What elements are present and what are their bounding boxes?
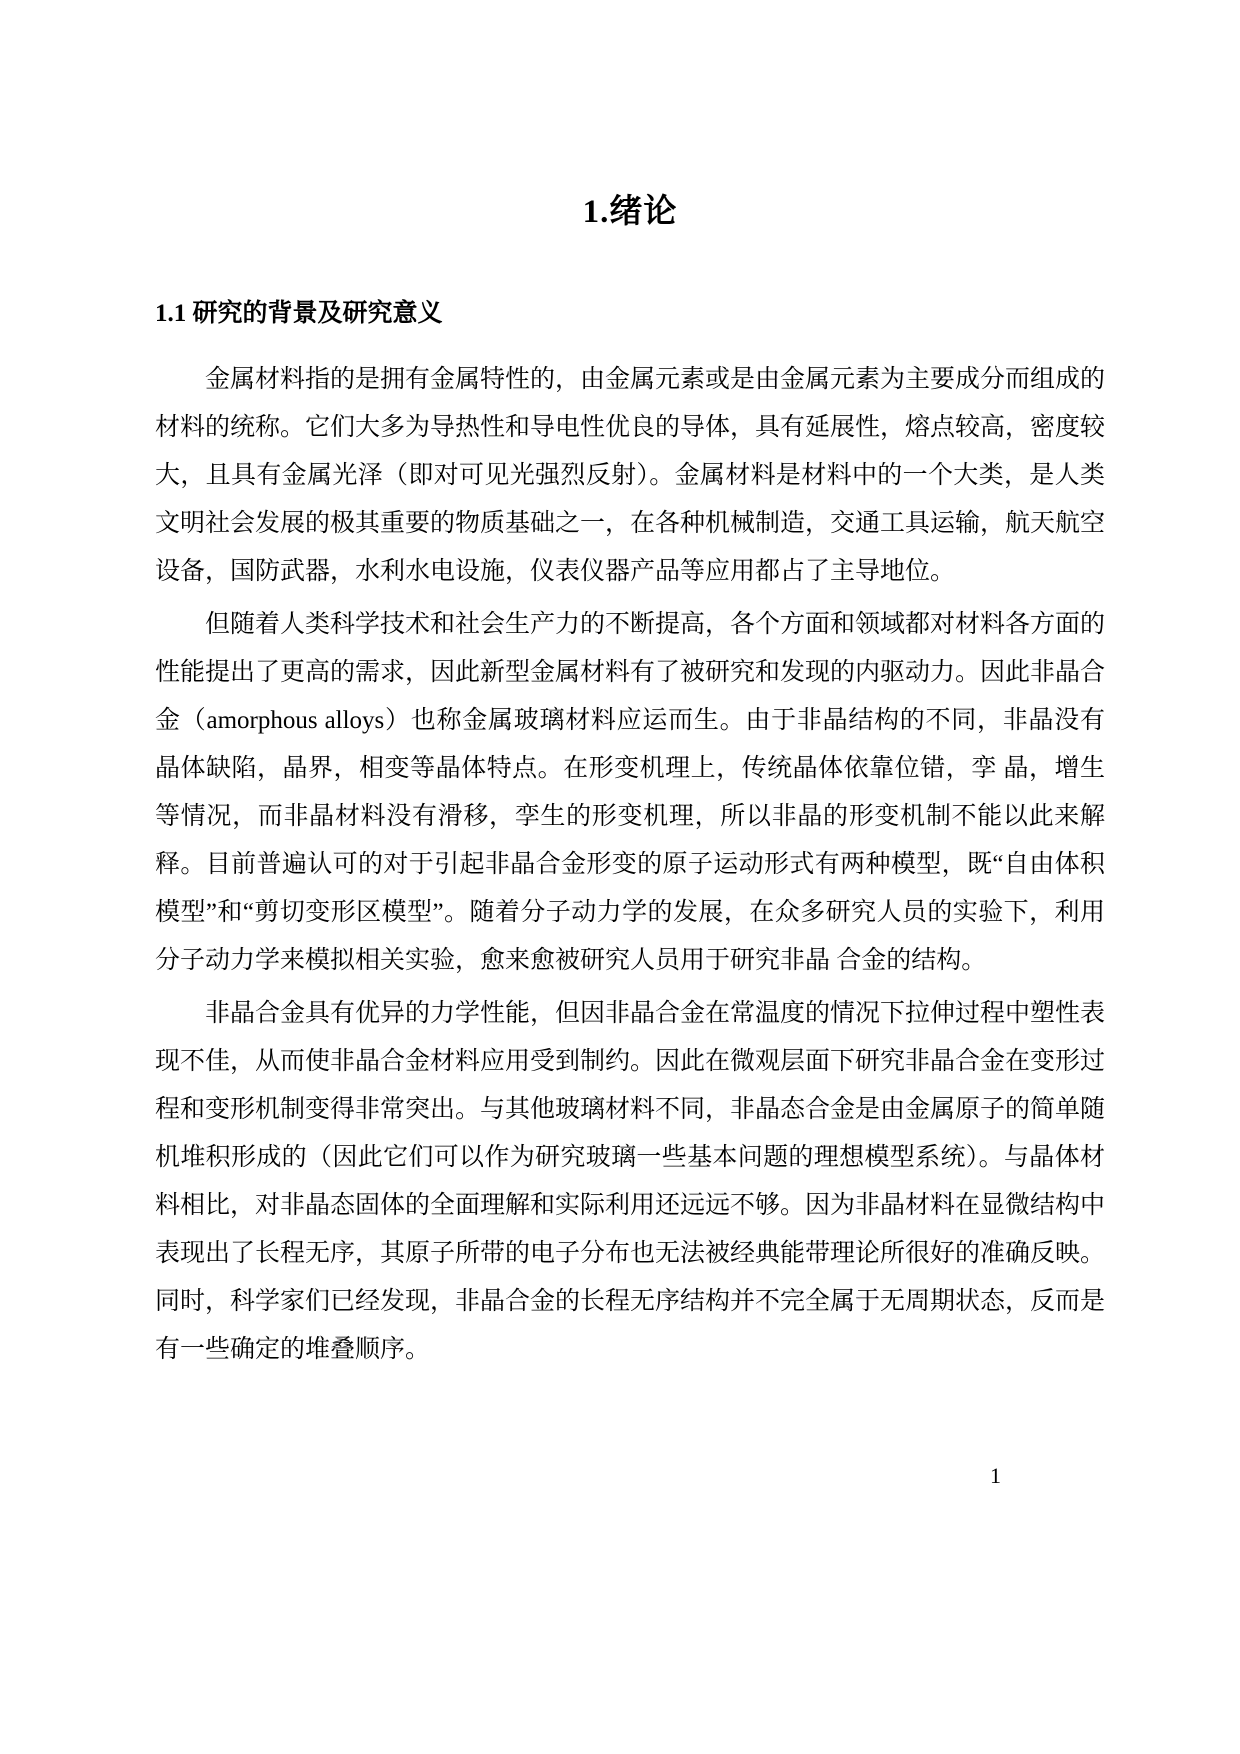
paragraph-mechanical-properties: 非晶合金具有优异的力学性能，但因非晶合金在常温度的情况下拉伸过程中塑性表现不佳，从而使非晶合金材料应用受到制约。因此在微观层面下研究非晶合金在变形过程和变形机制变得非常突出。与其他玻璃材料不同，非晶态合金是由金属原子的简单随机堆积形成的（因此它们可以作为研究玻璃一些基本问题的理想模型系统）。与晶体材料相比，对非晶态固体的全面理解和实际利用还远远不够。因为非晶材料在显微结构中表现出了长程无序，其原子所带的电子分布也无法被经典能带理论所很好的准确反映。同时，科学家们已经发现，非晶合金的长程无序结构并不完全属于无周期状态，反而是有一些确定的堆叠顺序。: [155, 1000, 1106, 1363]
section-heading: 1.1 研究的背景及研究意义: [155, 300, 443, 327]
page-number: 1: [990, 1463, 1001, 1488]
paragraph-metal-materials: 金属材料指的是拥有金属特性的，由金属元素或是由金属元素为主要成分而组成的材料的统称。它们大多为导热性和导电性优良的导体，具有延展性，熔点较高，密度较大，且具有金属光泽（即对可见光强烈反射）。金属材料是材料中的一个大类，是人类文明社会发展的极其重要的物质基础之一，在各种机械制造，交通工具运输，航天航空设备，国防武器，水利水电设施，仪表仪器产品等应用都占了主导地位。: [155, 366, 1106, 585]
paragraph-amorphous-alloys: 但随着人类科学技术和社会生产力的不断提高，各个方面和领域都对材料各方面的性能提出了更高的需求，因此新型金属材料有了被研究和发现的内驱动力。因此非晶合金（amorphous alloys）也称金属玻璃材料应运而生。由于非晶结构的不同，非晶没有晶体缺陷，晶界，相变等晶体特点。在形变机理上，传统晶体依靠位错，孪 晶，增生等情况，而非晶材料没有滑移，孪生的形变机理，所以非晶的形变机制不能以此来解释。目前普遍认可的对于引起非晶合金形变的原子运动形式有两种模型，既“自由体积模型”和“剪切变形区模型”。随着分子动力学的发展，在众多研究人员的实验下，利用分子动力学来模拟相关实验，愈来愈被研究人员用于研究非晶 合金的结构。: [155, 611, 1106, 974]
chapter-title: 1.绪论: [582, 194, 678, 230]
